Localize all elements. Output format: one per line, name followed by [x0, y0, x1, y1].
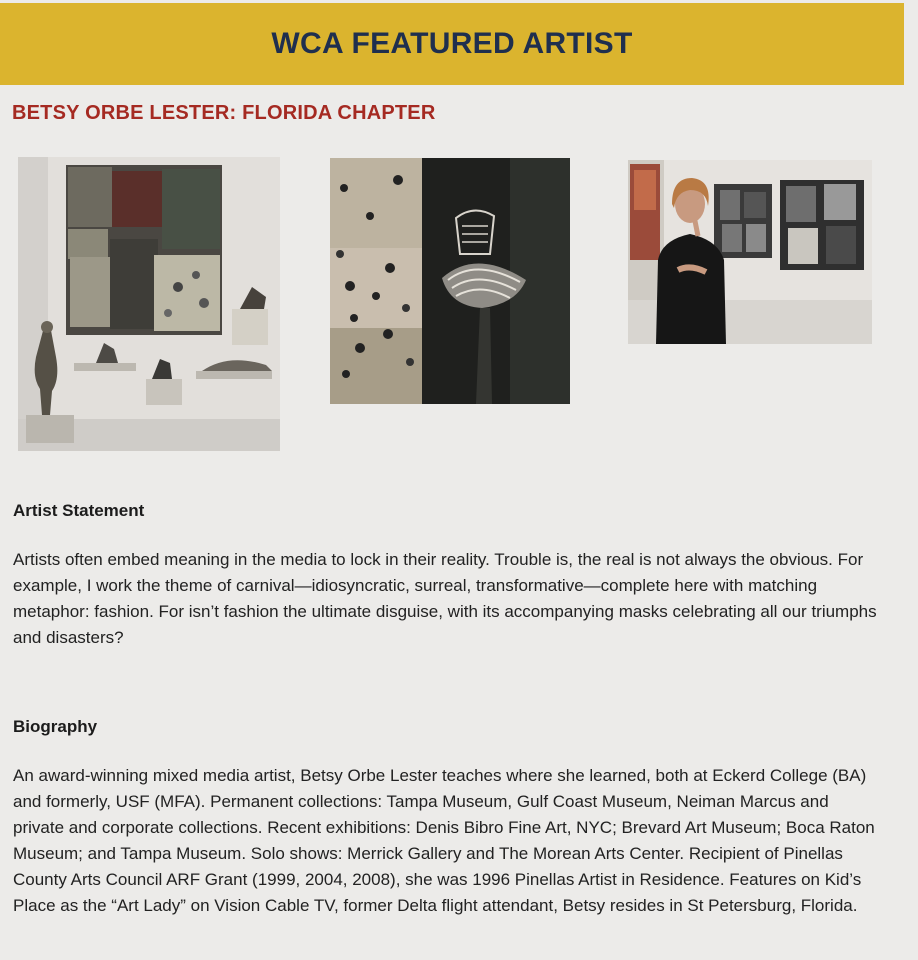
biography-text: An award-winning mixed media artist, Betsy Orbe Lester teaches where she learned, both at Eckerd College (BA) and formerly, USF (MFA). Permanent collections: Tampa Museum, Gulf Coast Museum, Neiman Marcus and private and corporate collections. Recent exhibitions: Denis Bibro Fine Art, NYC; Brevard Art Museum; Boca Raton Museum; and Tampa Museum. Solo shows: Merrick Gallery and The Morean Arts Center. Recipient of Pinellas County Arts Council ARF Grant (1999, 2004, 2008), she was 1996 Pinellas Artist in Residence. Features on Kid’s Place as the “Art Lady” on Vision Cable TV, former Delta flight attendant, Betsy resides in St Petersburg, Florida.	[13, 766, 875, 915]
artwork-photo-gallery-wall	[18, 157, 280, 451]
biography-heading: Biography	[13, 717, 98, 736]
page-title: WCA FEATURED ARTIST	[271, 27, 633, 60]
artist-portrait-photo	[628, 160, 872, 344]
artist-statement-heading: Artist Statement	[13, 501, 145, 520]
artist-statement-text: Artists often embed meaning in the media to lock in their reality. Trouble is, the real is not always the obvious. For example, I work the theme of carnival—idiosyncratic, surreal, transformative—complete here with matching metaphor: fashion. For isn’t fashion the ultimate disguise, with its accompanying masks celebrating all our triumphs and disasters?	[13, 550, 877, 647]
artwork-photo-ruffled-figure	[330, 158, 570, 404]
artist-subtitle: BETSY ORBE LESTER: FLORIDA CHAPTER	[12, 102, 436, 124]
header-banner	[0, 3, 904, 85]
